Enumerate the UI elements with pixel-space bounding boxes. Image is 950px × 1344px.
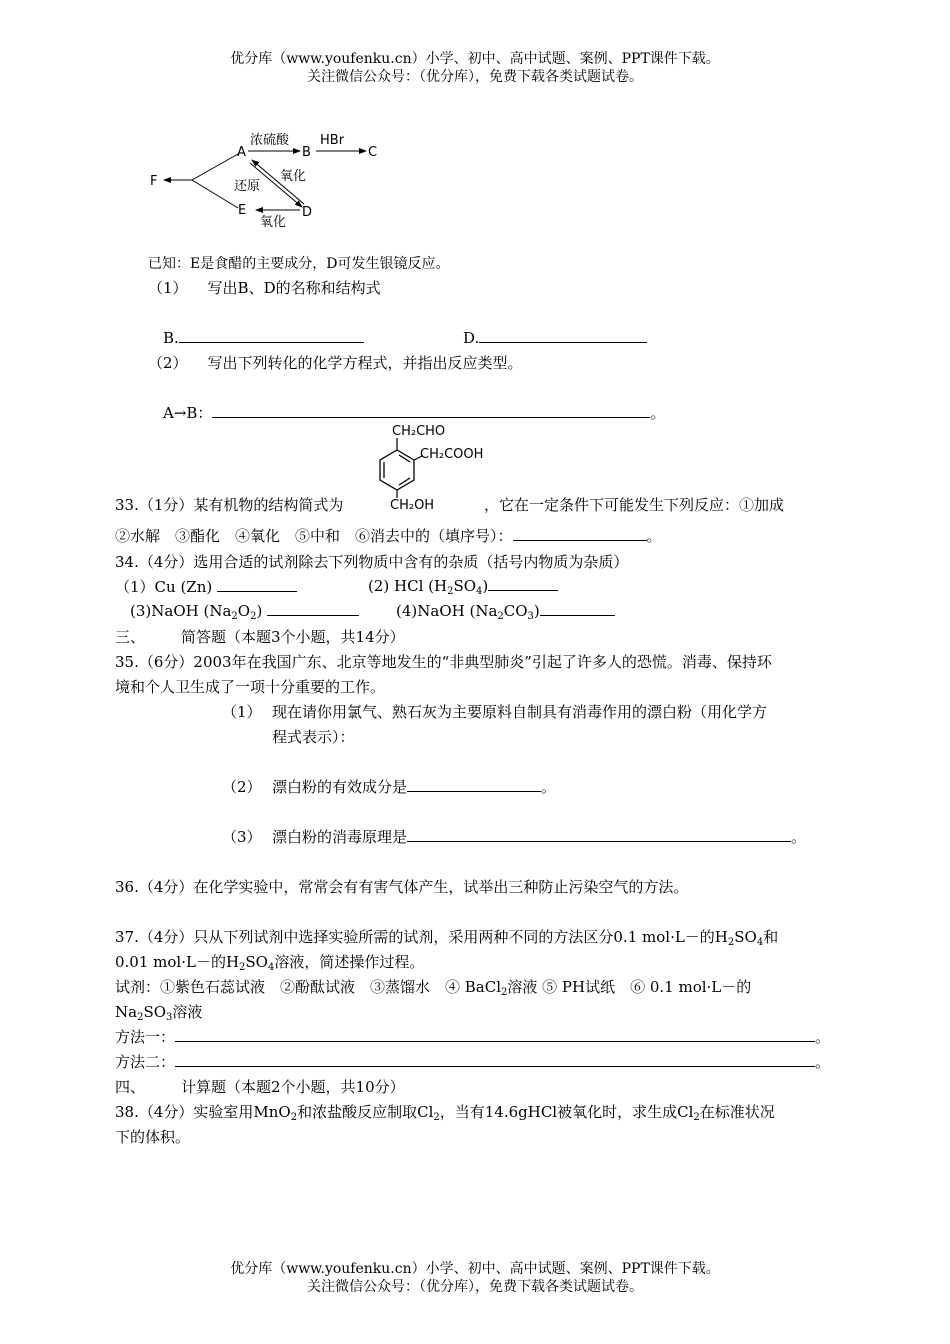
structure-right-group: CH₂COOH [420, 447, 484, 462]
structure-bottom-group: CH₂OH [390, 498, 435, 512]
header-line-1: 优分库（www.youfenku.cn）小学、初中、高中试题、案例、PPT课件下载。 [230, 51, 720, 67]
node-e: E [238, 203, 247, 218]
node-d: D [302, 205, 313, 220]
q35-sub2-num: （2） [222, 778, 262, 796]
q34-item1: （1）Cu (Zn) [115, 576, 297, 597]
label-hbr: HBr [320, 133, 345, 148]
q35-sub1-text2: 程式表示）： [272, 728, 355, 746]
q37-method2: 方法二： 。 [115, 1053, 831, 1071]
q32-d-label: D. [463, 329, 480, 347]
q38-line1: 38.（4分）实验室用MnO$_2$和浓盐酸反应制取$Cl_2$，当有14.6gHCl被氧化时，求生成$Cl_2$在标准状况 [115, 1103, 775, 1123]
q37-line4: $Na_2SO_3$溶液 [115, 1003, 203, 1023]
q32-answer-b [163, 328, 364, 347]
q32-part2-text: 写出下列转化的化学方程式，并指出反应类型。 [207, 354, 523, 372]
q33-line1a: 33.（1分）某有机物的结构简式为 [115, 496, 344, 514]
q38-line2: 下的体积。 [115, 1128, 191, 1146]
q34-item4: (4)NaOH $(Na_2CO_3)$ [396, 601, 615, 620]
header-line-2: 关注微信公众号：（优分库），免费下载各类试题试卷。 [307, 69, 643, 85]
label-oxidize-2: 氧化 [260, 215, 287, 228]
q35-sub3: 漂白粉的消毒原理是 。 [272, 828, 807, 846]
section-4-heading: 四、 计算题（本题2个小题，共10分） [115, 1078, 405, 1096]
q37-method2-blank[interactable] [175, 1052, 815, 1067]
q32-part2-num: （2） [148, 354, 188, 372]
q32-b-blank[interactable] [179, 328, 364, 343]
q34-title: 34.（4分）选用合适的试剂除去下列物质中含有的杂质（括号内物质为杂质） [115, 553, 629, 571]
q32-ab-blank[interactable] [212, 403, 650, 418]
section-3-heading: 三、 简答题（本题3个小题，共14分） [115, 628, 405, 646]
q33-blank[interactable] [513, 526, 647, 541]
q35-line1: 35.（6分）2003年在我国广东、北京等地发生的“非典型肺炎”引起了许多人的恐慌。消毒、保持环 [115, 653, 772, 671]
q37-line2: 0.01 mol·L－的$H_2SO_4$溶液，简述操作过程。 [115, 953, 425, 973]
q35-sub3-num: （3） [222, 828, 262, 846]
q34-blank-2[interactable] [488, 576, 558, 591]
q33-line2: ②水解 ③酯化 ④氧化 ⑤中和 ⑥消去中的（填序号）： 。 [115, 527, 662, 545]
branch-e-f [192, 180, 238, 208]
node-f: F [150, 174, 158, 189]
q35-blank-3[interactable] [407, 827, 791, 842]
q32-known: 已知：E是食醋的主要成分，D可发生银镜反应。 [148, 256, 450, 272]
node-a: A [237, 145, 246, 160]
node-b: B [302, 145, 311, 160]
footer-line-2: 关注微信公众号：（优分库），免费下载各类试题试卷。 [307, 1279, 643, 1295]
q32-part1 [148, 277, 381, 298]
q37-line3: 试剂：①紫色石蕊试液 ②酚酞试液 ③蒸馏水 ④ BaCl$_2$溶液 ⑤ PH试纸 ⑥ 0.1 mol·L－的 [115, 978, 752, 998]
q34-blank-3[interactable] [267, 601, 359, 616]
q32-b-label: B. [163, 329, 179, 347]
q32-part1-text: 写出B、D的名称和结构式 [207, 279, 381, 297]
label-oxidize-1: 氧化 [280, 169, 307, 184]
q35-blank-2[interactable] [407, 777, 541, 792]
q32-answer-d [463, 328, 647, 347]
q35-sub1-num: （1） [222, 703, 262, 721]
label-reduce: 还原 [234, 179, 261, 194]
q37-method1-blank[interactable] [175, 1027, 815, 1042]
q32-d-blank[interactable] [479, 328, 647, 343]
node-c: C [368, 145, 378, 160]
branch-a-f [192, 154, 238, 180]
q34-blank-4[interactable] [540, 601, 615, 616]
q33-line1b: ，它在一定条件下可能发生下列反应：①加成 [484, 496, 785, 514]
structure-formula [370, 420, 500, 512]
q35-sub2: 漂白粉的有效成分是 。 [272, 778, 557, 796]
q37-method1: 方法一： 。 [115, 1028, 831, 1046]
q36-text: 36.（4分）在化学实验中，常常会有有害气体产生，试举出三种防止污染空气的方法。 [115, 878, 689, 896]
q37-line1: 37.（4分）只从下列试剂中选择实验所需的试剂，采用两种不同的方法区分0.1 mol·L－的$H_2SO_4$和 [115, 928, 779, 948]
q34-item2: (2) HCl $(H_2SO_4)$ [368, 576, 558, 595]
q34-item3: (3)NaOH $(Na_2O_2)$ [130, 601, 359, 620]
reaction-diagram [140, 128, 400, 228]
q32-part1-num: （1） [148, 279, 188, 297]
q32-ab-line: A→B： 。 [163, 404, 666, 422]
label-conc-h2so4: 浓硫酸 [250, 133, 290, 148]
q35-line2: 境和个人卫生成了一项十分重要的工作。 [115, 678, 386, 696]
q34-blank-1[interactable] [217, 577, 297, 592]
q35-sub1-text: 现在请你用氯气、熟石灰为主要原料自制具有消毒作用的漂白粉（用化学方 [272, 703, 768, 721]
structure-top-group: CH₂CHO [392, 424, 446, 439]
q32-ab-label: A→B： [163, 404, 213, 422]
q32-part2 [148, 352, 523, 373]
footer-line-1: 优分库（www.youfenku.cn）小学、初中、高中试题、案例、PPT课件下载。 [230, 1261, 720, 1277]
